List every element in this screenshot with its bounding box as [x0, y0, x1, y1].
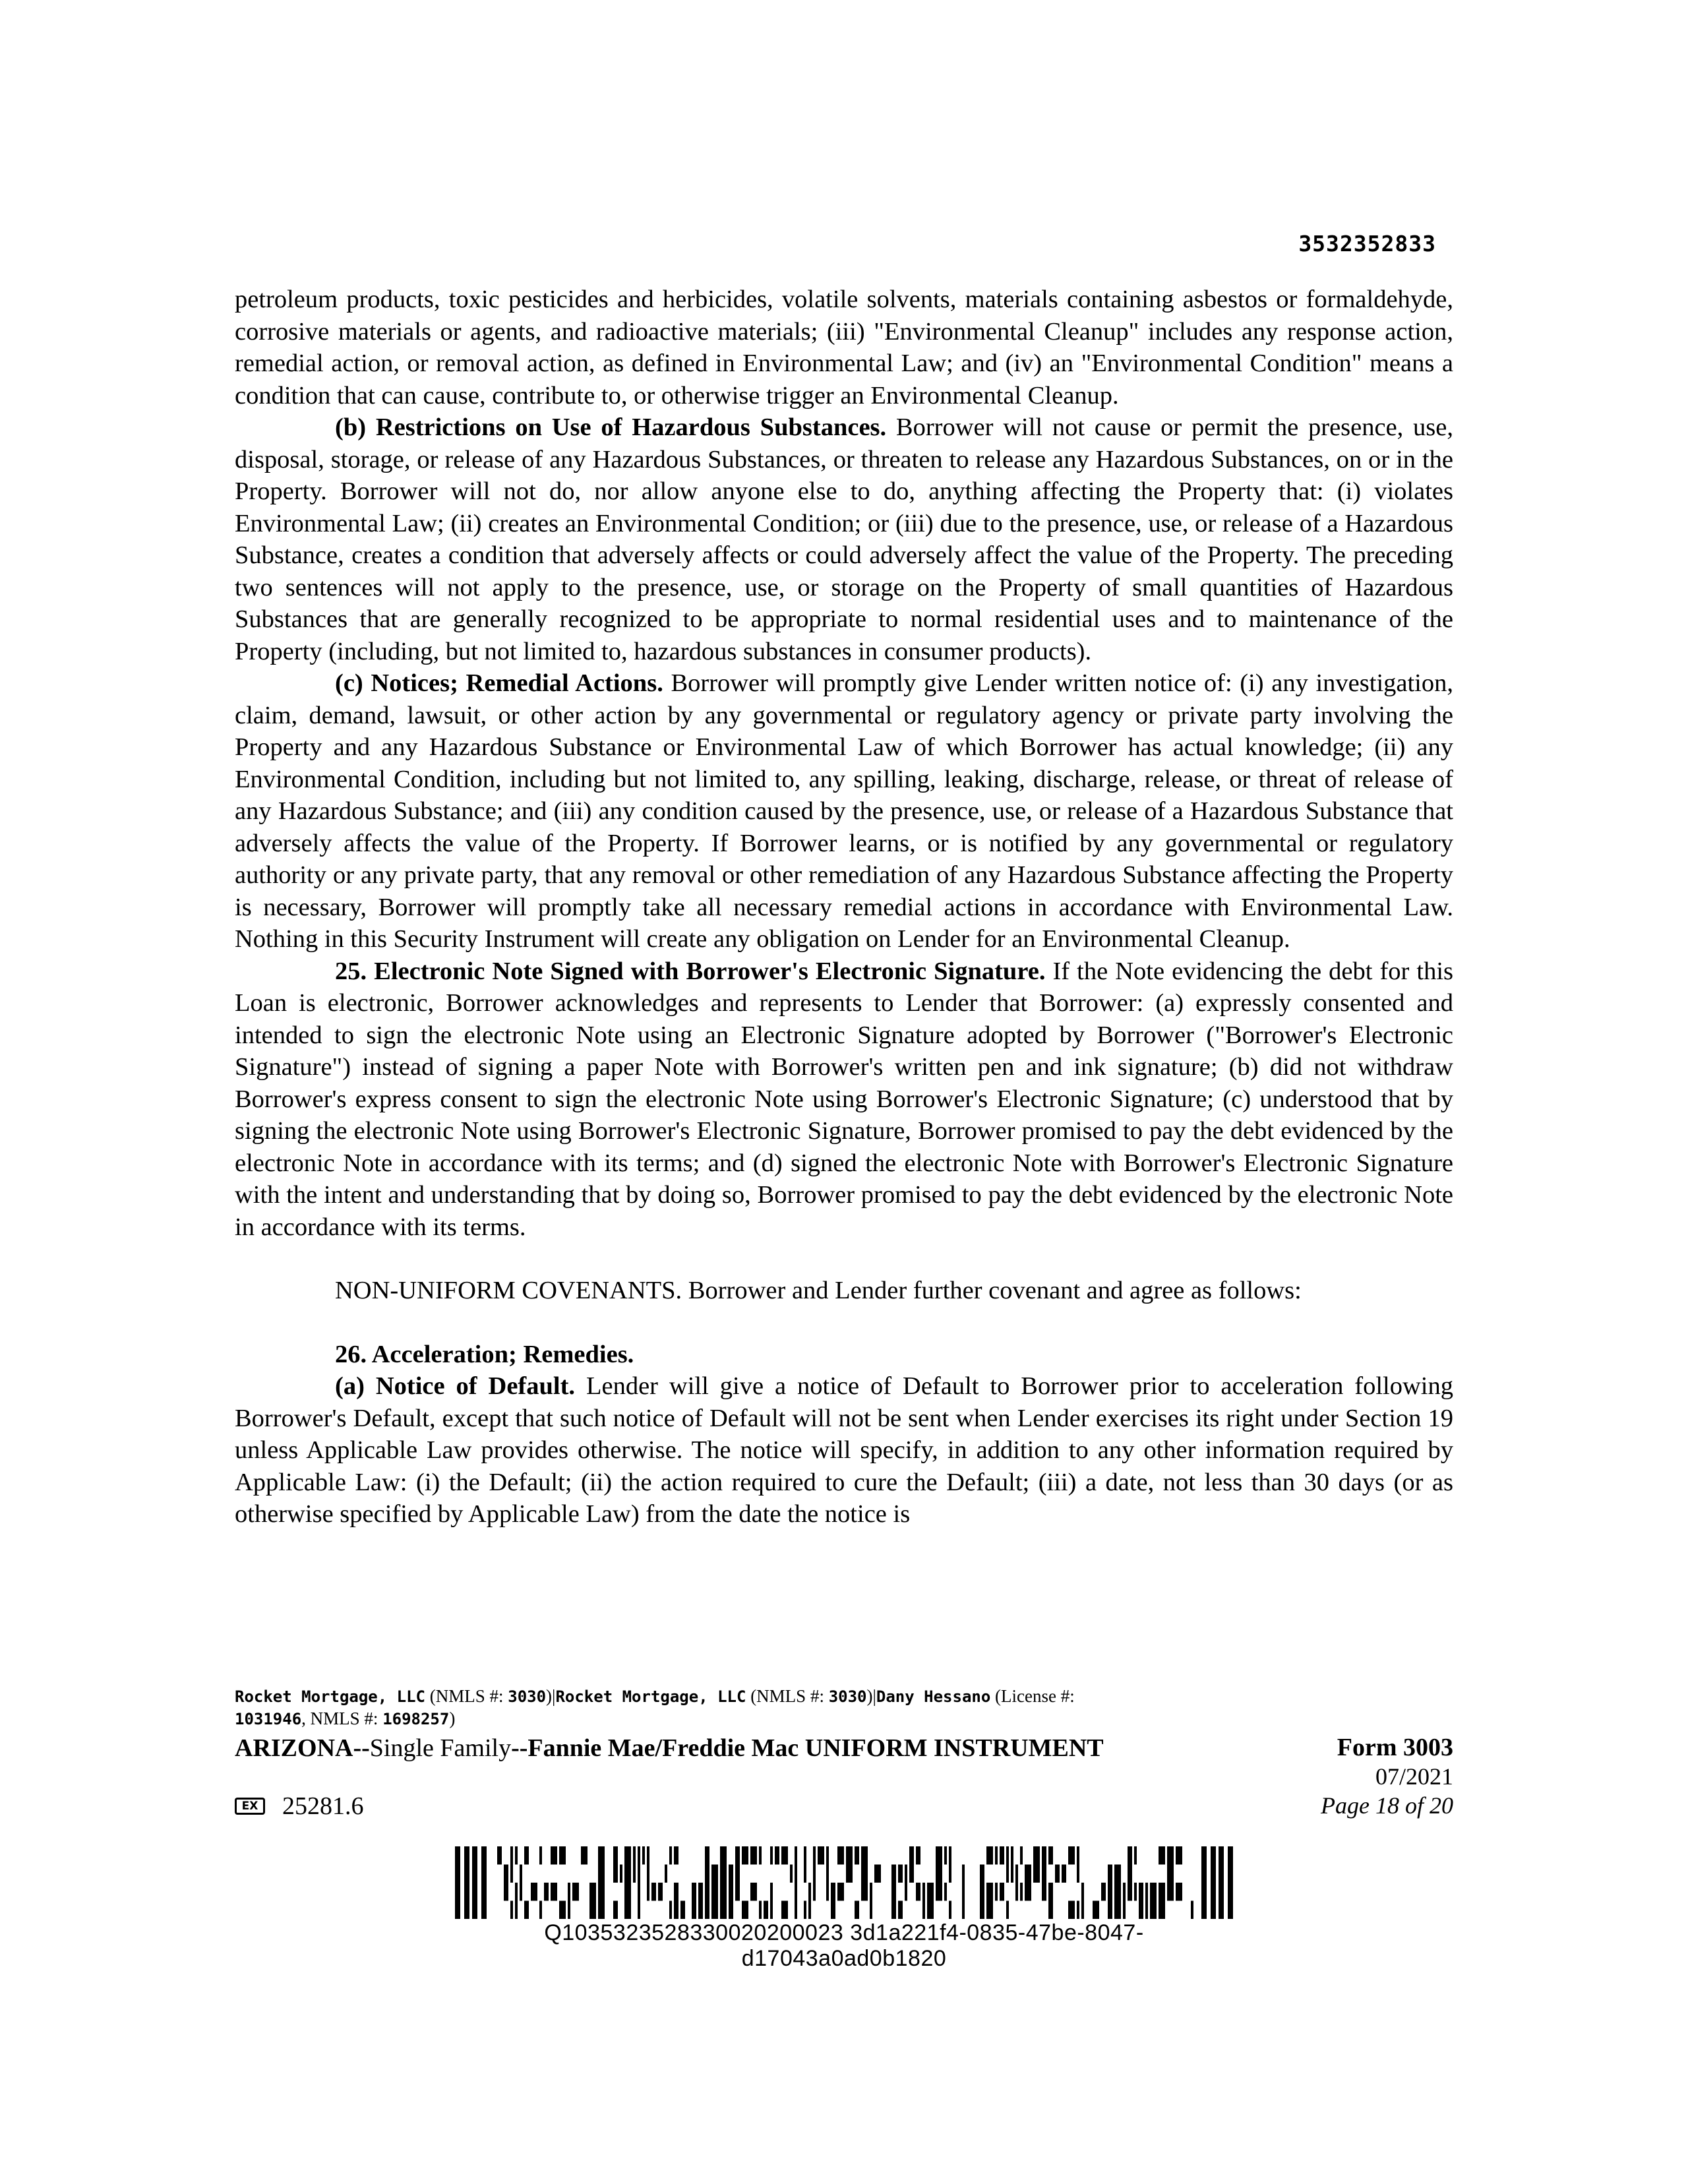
version-number: 25281.6: [282, 1792, 364, 1820]
page-number: Page 18 of 20: [1321, 1792, 1453, 1819]
page-footer: [235, 1685, 1453, 1821]
paragraph-non-uniform: NON-UNIFORM COVENANTS. Borrower and Lender further covenant and agree as follows:: [335, 1277, 1302, 1304]
version-row: [235, 1791, 1453, 1821]
heading-electronic-note: 25. Electronic Note Signed with Borrower's Electronic Signature.: [335, 957, 1046, 985]
heading-acceleration: 26. Acceleration; Remedies.: [335, 1340, 634, 1368]
heading-notices: (c) Notices; Remedial Actions.: [335, 669, 663, 697]
paragraph-electronic-note: 25. Electronic Note Signed with Borrower's Electronic Signature. If the Note evidencing the debt for this Loan is electronic, Borrower acknowledges and represents to Lender that Borrower: (a) expressly consented and intended to sign the electronic Note using an Electronic Signature adopted by Borrower ("Borrower's Electronic Signature") instead of signing a paper Note with Borrower's written pen and ink signature; (b) did not withdraw Borrower's express consent to sign the electronic Note using Borrower's Electronic Signature; (c) understood that by signing the electronic Note using Borrower's Electronic Signature, Borrower promised to pay the debt evidenced by the electronic Note in accordance with its terms; and (d) signed the electronic Note with Borrower's Electronic Signature with the intent and understanding that by doing so, Borrower promised to pay the debt evidenced by the electronic Note in accordance with its terms.: [235, 957, 1453, 1241]
form-number-block: [1321, 1733, 1453, 1820]
heading-restrictions: (b) Restrictions on Use of Hazardous Substances.: [335, 413, 887, 441]
barcode: [455, 1846, 1233, 1919]
loan-number: 3532352833: [1298, 231, 1436, 257]
heading-notice-of-default: (a) Notice of Default.: [335, 1372, 576, 1400]
instrument-title: ARIZONA--Single Family--Fannie Mae/Freddie Mac UNIFORM INSTRUMENT: [235, 1734, 1104, 1762]
form-date: 07/2021: [1375, 1763, 1453, 1790]
paragraph-notices: (c) Notices; Remedial Actions. Borrower will promptly give Lender written notice of: (i) any investigation, claim, demand, lawsuit, or other action by any governmental or regulatory agency or private party involving the Property and any Hazardous Substance or Environmental Law of which Borrower has actual knowledge; (ii) any Environmental Condition, including but not limited to, any spilling, leaking, discharge, release, or threat of release of any Hazardous Substance; and (iii) any condition caused by the presence, use, or release of a Hazardous Substance that adversely affects the value of the Property. If Borrower learns, or is notified by any governmental or regulatory authority or any private party, that any removal or other remediation of any Hazardous Substance affecting the Property is necessary, Borrower will promptly take all necessary remedial actions in accordance with Environmental Law. Nothing in this Security Instrument will create any obligation on Lender for an Environmental Cleanup.: [235, 669, 1453, 953]
paragraph-definitions: petroleum products, toxic pesticides and herbicides, volatile solvents, materials containing asbestos or formaldehyde, corrosive materials or agents, and radioactive materials; (iii) "Environmental Cleanup" includes any response action, remedial action, or removal action, as defined in Environmental Law; and (iv) an "Environmental Condition" means a condition that can cause, contribute to, or otherwise trigger an Environmental Cleanup.: [235, 286, 1453, 410]
paragraph-notice-of-default: (a) Notice of Default. Lender will give a notice of Default to Borrower prior to acceleration following Borrower's Default, except that such notice of Default will not be sent when Lender exercises its right under Section 19 unless Applicable Law provides otherwise. The notice will specify, in addition to any other information required by Applicable Law: (i) the Default; (ii) the action required to cure the Default; (iii) a date, not less than 30 days (or as otherwise specified by Applicable Law) from the date the notice is: [235, 1372, 1453, 1528]
ex-logo-icon: EX: [235, 1798, 265, 1815]
barcode-text: Q1035323528330020200023 3d1a221f4-0835-47be-8047-d17043a0ad0b1820: [544, 1920, 1144, 1971]
paragraph-restrictions: (b) Restrictions on Use of Hazardous Substances. Borrower will not cause or permit the presence, use, disposal, storage, or release of any Hazardous Substances, or threaten to release any Hazardous Substances, on or in the Property. Borrower will not do, nor allow anyone else to do, anything affecting the Property that: (i) violates Environmental Law; (ii) creates an Environmental Condition; or (iii) due to the presence, use, or release of a Hazardous Substance, creates a condition that adversely affects or could adversely affect the value of the Property. The preceding two sentences will not apply to the presence, use, or storage on the Property of small quantities of Hazardous Substances that are generally recognized to be appropriate to normal residential uses and to maintenance of the Property (including, but not limited to, hazardous substances in consumer products).: [235, 413, 1453, 665]
form-number: Form 3003: [1337, 1734, 1453, 1761]
document-body: [235, 284, 1453, 1531]
lender-info: Rocket Mortgage, LLC (NMLS #: 3030)|Rocket Mortgage, LLC (NMLS #: 3030)|Dany Hessano (License #: 1031946, NMLS #: 1698257): [235, 1686, 1075, 1728]
